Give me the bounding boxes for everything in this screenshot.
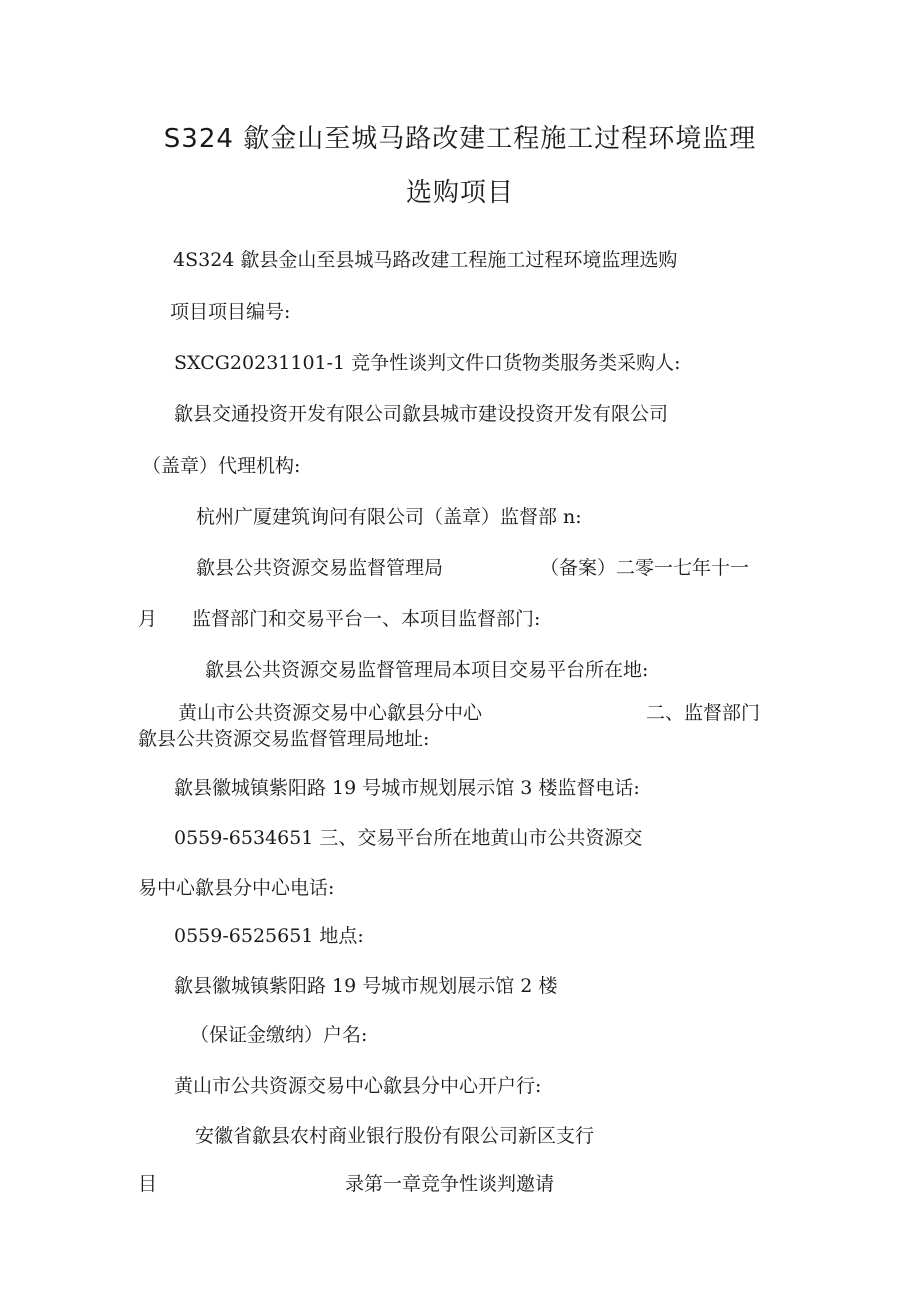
document-title-line-1: S324 歙金山至城马路改建工程施工过程环境监理	[163, 124, 757, 154]
body-line-19: 安徽省歙县农村商业银行股份有限公司新区支行	[195, 1125, 595, 1147]
body-line-10a: 黄山市公共资源交易中心歙县分中心	[178, 702, 483, 724]
body-line-7a: 歙县公共资源交易监督管理局	[196, 557, 444, 579]
body-line-6: 杭州广厦建筑询问有限公司（盖章）监督部 n:	[196, 506, 582, 528]
body-line-3: SXCG20231101-1 竞争性谈判文件口货物类服务类采购人:	[174, 352, 681, 374]
body-line-16: 歙县徽城镇紫阳路 19 号城市规划展示馆 2 楼	[174, 975, 558, 997]
body-line-17: （保证金缴纳）户名:	[190, 1024, 368, 1046]
body-line-14: 易中心歙县分中心电话:	[138, 877, 335, 899]
body-line-9: 歙县公共资源交易监督管理局本项目交易平台所在地:	[205, 659, 649, 681]
body-line-8b: 监督部门和交易平台一、本项目监督部门:	[192, 608, 541, 630]
body-line-5: （盖章）代理机构:	[142, 455, 301, 477]
body-line-11: 歙县公共资源交易监督管理局地址:	[138, 728, 430, 750]
body-line-2: 项目项目编号:	[170, 301, 291, 323]
body-line-8a: 月	[138, 608, 158, 630]
body-line-12: 歙县徽城镇紫阳路 19 号城市规划展示馆 3 楼监督电话:	[174, 777, 640, 799]
body-line-15: 0559-6525651 地点:	[174, 925, 364, 947]
toc-label-lu: 录第一章竞争性谈判邀请	[345, 1173, 555, 1195]
toc-label-mu: 目	[138, 1173, 158, 1195]
document-title-line-2: 选购项目	[405, 178, 514, 208]
body-line-7b: （备案）二零一七年十一	[540, 557, 750, 579]
body-line-1: 4S324 歙县金山至县城马路改建工程施工过程环境监理选购	[173, 249, 678, 271]
body-line-4: 歙县交通投资开发有限公司歙县城市建设投资开发有限公司	[174, 403, 669, 425]
body-line-18: 黄山市公共资源交易中心歙县分中心开户行:	[174, 1075, 542, 1097]
body-line-10b: 二、监督部门	[646, 702, 761, 724]
body-line-13: 0559-6534651 三、交易平台所在地黄山市公共资源交	[174, 827, 643, 849]
